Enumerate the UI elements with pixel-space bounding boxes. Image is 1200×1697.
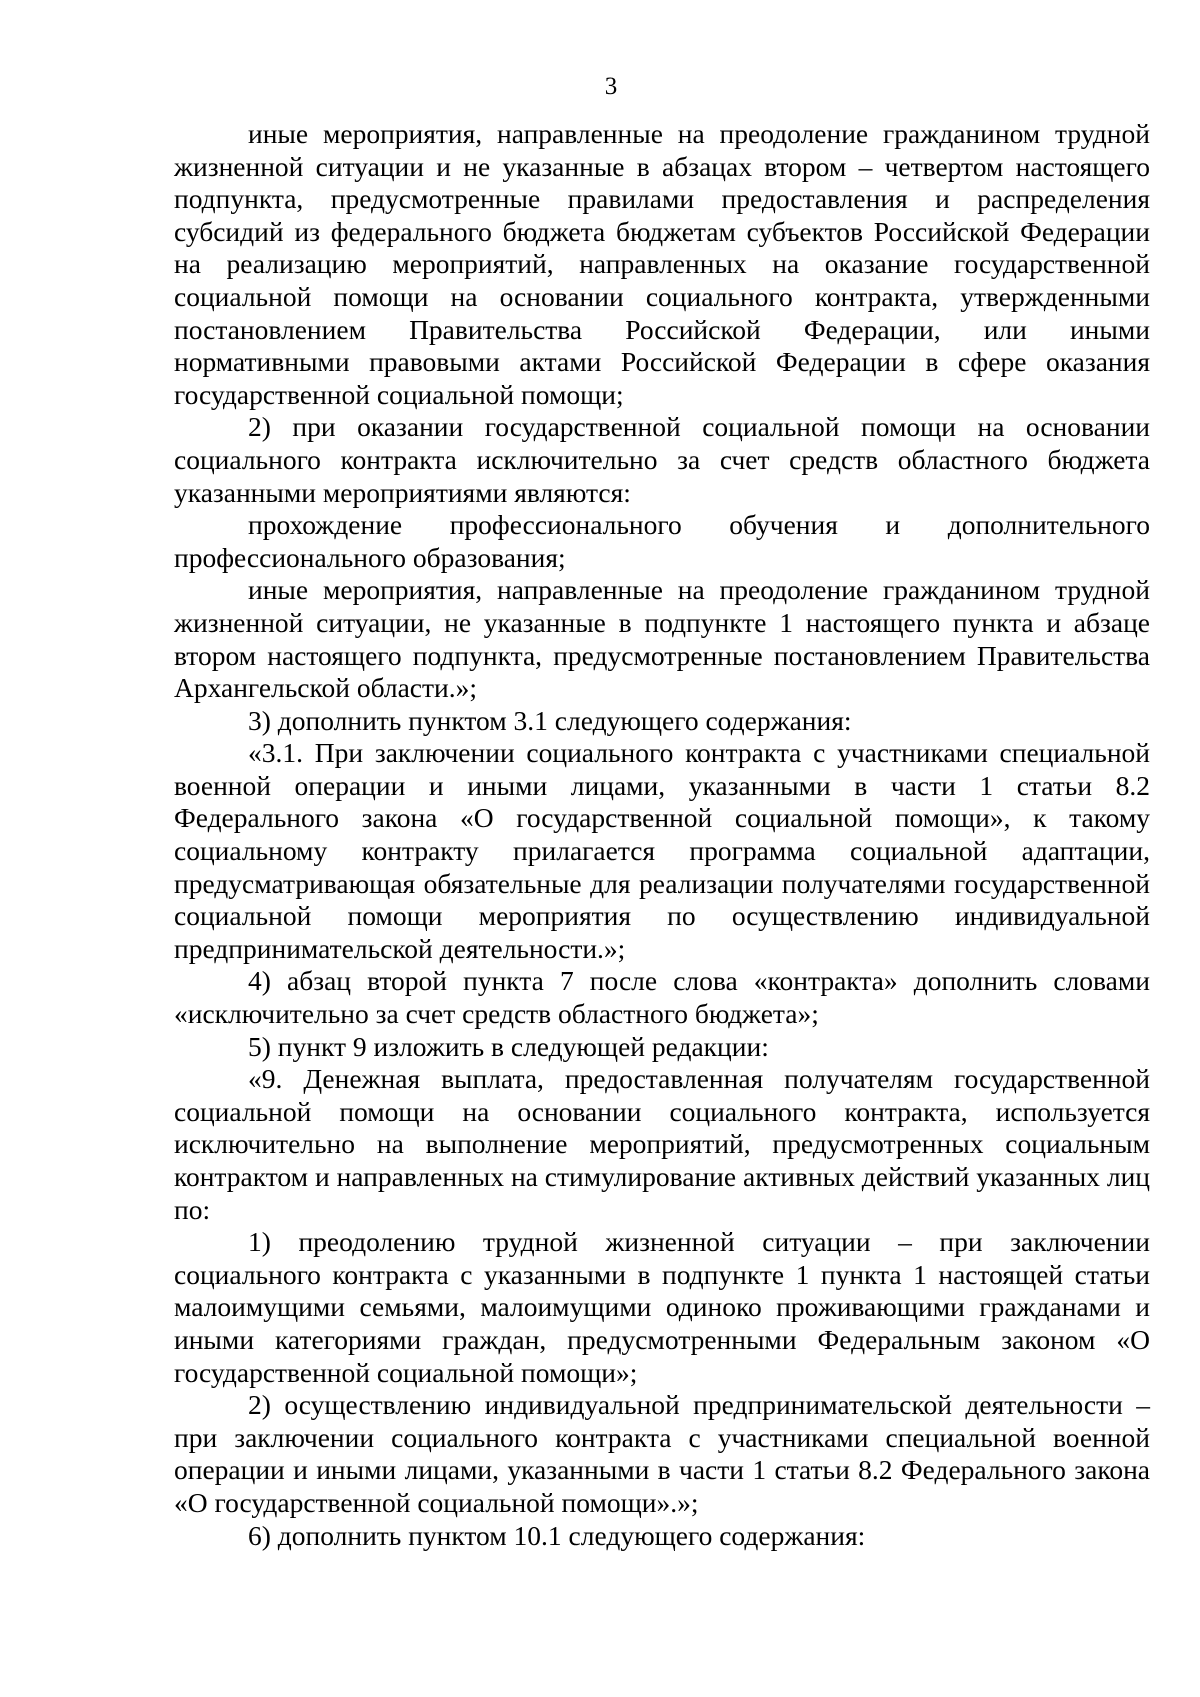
document-body bbox=[174, 118, 1150, 1552]
paragraph-item-2-regional-budget: 2) при оказании государственной социальной помощи на основании социального контракта исключительно за счет средств областного бюджета указанными мероприятиями являются: bbox=[174, 411, 1150, 508]
paragraph-other-measures-federal: иные мероприятия, направленные на преодоление гражданином трудной жизненной ситуации и не указанные в абзацах втором – четвертом настоящего подпункта, предусмотренные правилами предоставления и распределения субсидий из федерального бюджета бюджетам субъектов Российской Федерации на реализацию мероприятий, направленных на оказание государственной социальной помощи на основании социального контракта, утвержденными постановлением Правительства Российской Федерации, или иными нормативными правовыми актами Российской Федерации в сфере оказания государственной социальной помощи; bbox=[174, 118, 1150, 410]
paragraph-point-9-subitem-1: 1) преодолению трудной жизненной ситуации – при заключении социального контракта с указанными в подпункте 1 пункта 1 настоящей статьи малоимущими семьями, малоимущими одиноко проживающими гражданами и иными категориями граждан, предусмотренными Федеральным законом «О государственной социальной помощи»; bbox=[174, 1226, 1150, 1388]
paragraph-point-3-1-text: «3.1. При заключении социального контракта с участниками специальной военной операции и иными лицами, указанными в части 1 статьи 8.2 Федерального закона «О государственной социальной помощи», к такому социальному контракту прилагается программа социальной адаптации, предусматривающая обязательные для реализации получателями государственной социальной помощи мероприятия по осуществлению индивидуальной предпринимательской деятельности.»; bbox=[174, 737, 1150, 964]
paragraph-item-6-add-point-10-1: 6) дополнить пунктом 10.1 следующего содержания: bbox=[248, 1519, 866, 1551]
paragraph-item-5-restate-point-9: 5) пункт 9 изложить в следующей редакции: bbox=[248, 1030, 769, 1062]
paragraph-item-4-amend-point-7: 4) абзац второй пункта 7 после слова «контракта» дополнить словами «исключительно за счет средств областного бюджета»; bbox=[174, 965, 1150, 1030]
paragraph-item-3-add-point-3-1: 3) дополнить пунктом 3.1 следующего содержания: bbox=[248, 704, 852, 736]
page-number: 3 bbox=[604, 73, 618, 100]
paragraph-professional-training: прохождение профессионального обучения и дополнительного профессионального образования; bbox=[174, 509, 1150, 573]
paragraph-point-9-subitem-2: 2) осуществлению индивидуальной предпринимательской деятельности – при заключении социального контракта с участниками специальной военной операции и иными лицами, указанными в части 1 статьи 8.2 Федерального закона «О государственной социальной помощи».»; bbox=[174, 1389, 1150, 1518]
paragraph-other-measures-regional: иные мероприятия, направленные на преодоление гражданином трудной жизненной ситуации, не указанные в подпункте 1 настоящего пункта и абзаце втором настоящего подпункта, предусмотренные постановлением Правительства Архангельской области.»; bbox=[174, 574, 1150, 704]
paragraph-point-9-text: «9. Денежная выплата, предоставленная получателям государственной социальной помощи на основании социального контракта, используется исключительно на выполнение мероприятий, предусмотренных социальным контрактом и направленных на стимулирование активных действий указанных лиц по: bbox=[174, 1063, 1150, 1225]
